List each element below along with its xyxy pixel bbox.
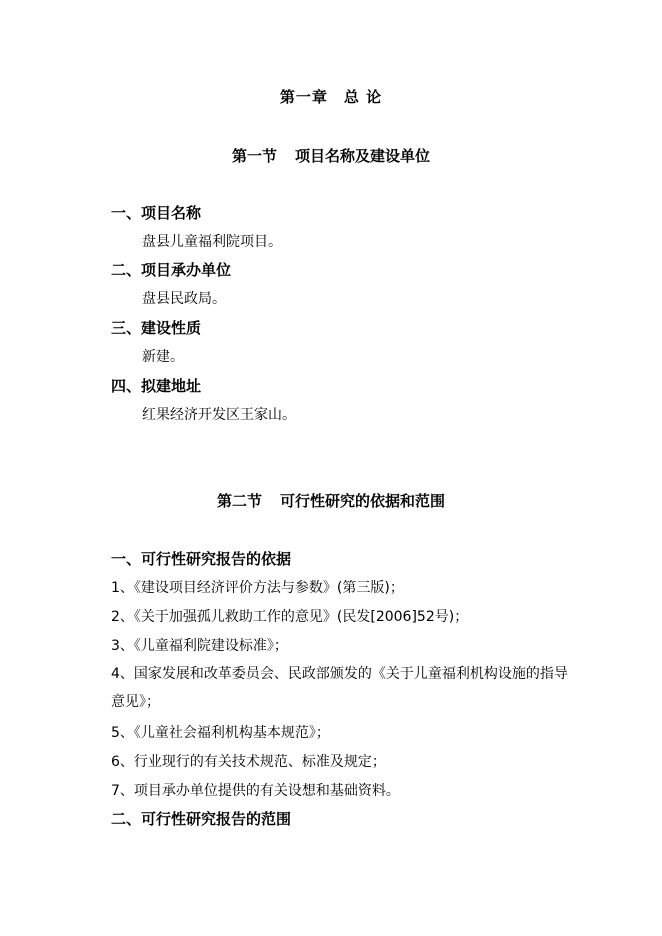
project-name-value: 盘县儿童福利院项目。 xyxy=(142,234,282,250)
scope-heading: 二、可行性研究报告的范围 xyxy=(111,810,292,828)
basis-item: 6、行业现行的有关技术规范、标准及规定； xyxy=(111,754,386,770)
site-address-heading: 四、拟建地址 xyxy=(111,377,202,395)
basis-item: 2、《关于加强孤儿救助工作的意见》(民发[2006]52号)； xyxy=(111,609,469,625)
basis-item: 7、项目承办单位提供的有关设想和基础资料。 xyxy=(111,783,400,799)
project-name-heading: 一、项目名称 xyxy=(111,204,202,222)
section-1-number: 第一节 xyxy=(231,147,277,165)
section-2-title xyxy=(0,490,662,511)
basis-item: 1、《建设项目经济评价方法与参数》(第三版)； xyxy=(111,580,404,596)
basis-heading: 一、可行性研究报告的依据 xyxy=(111,550,292,568)
organizer-heading: 二、项目承办单位 xyxy=(111,261,232,279)
basis-item: 5、《儿童社会福利机构基本规范》； xyxy=(111,725,330,741)
chapter-title: 第一章 总 论 xyxy=(279,88,383,106)
section-2-number: 第二节 xyxy=(216,492,262,510)
basis-item: 3、《儿童福利院建设标准》； xyxy=(111,638,288,654)
site-address-value: 红果经济开发区王家山。 xyxy=(142,407,296,423)
section-1-name: 项目名称及建设单位 xyxy=(295,147,431,165)
basis-item-wrapped xyxy=(80,660,580,716)
basis-item: 4、国家发展和改革委员会、民政部颁发的《关于儿童福利机构设施的指导意见》； xyxy=(111,666,568,710)
section-1-title xyxy=(0,145,662,166)
construction-nature-value: 新建。 xyxy=(142,349,184,365)
organizer-value: 盘县民政局。 xyxy=(142,291,226,307)
section-2-name: 可行性研究的依据和范围 xyxy=(280,492,446,510)
construction-nature-heading: 三、建设性质 xyxy=(111,319,202,337)
